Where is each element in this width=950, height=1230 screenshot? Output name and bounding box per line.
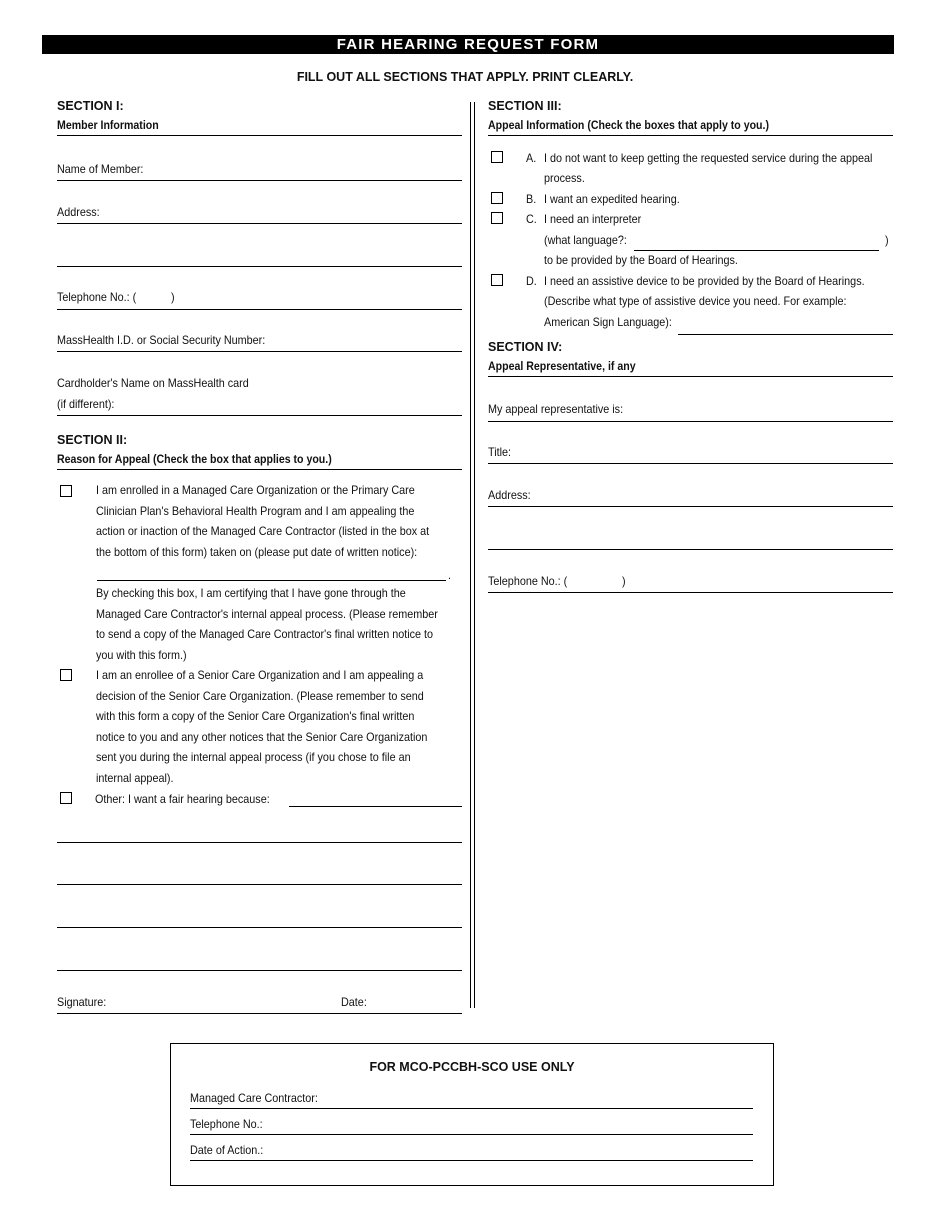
section3-subheading: Appeal Information (Check the boxes that apply to you.) bbox=[488, 120, 769, 132]
written-notice-date-field[interactable] bbox=[97, 580, 446, 581]
section2-rule bbox=[57, 469, 462, 470]
written-notice-period: . bbox=[448, 568, 452, 582]
mco-appeal-line: the bottom of this form) taken on (please put date of written notice): bbox=[96, 544, 418, 559]
no-continued-service-checkbox[interactable] bbox=[491, 151, 503, 163]
option-d-line3: American Sign Language): bbox=[544, 315, 672, 329]
section4-heading: SECTION IV: bbox=[488, 340, 563, 354]
mco-certification-line: By checking this box, I am certifying that I have gone through the bbox=[96, 586, 406, 600]
mco-appeal-line: I am enrolled in a Managed Care Organization or the Primary Care bbox=[96, 483, 415, 497]
sco-appeal-text bbox=[96, 665, 427, 789]
mco-appeal-checkbox[interactable] bbox=[60, 485, 72, 497]
office-telephone-field[interactable] bbox=[190, 1134, 753, 1135]
representative-title-field[interactable] bbox=[488, 463, 893, 464]
section3-rule bbox=[488, 135, 893, 136]
representative-address-field-1[interactable] bbox=[488, 506, 893, 507]
mco-certification-line: Managed Care Contractor's internal appeal process. (Please remember bbox=[96, 606, 438, 621]
sco-appeal-line: decision of the Senior Care Organization. (Please remember to send bbox=[96, 688, 424, 703]
date-label: Date: bbox=[341, 995, 367, 1009]
representative-telephone-label: Telephone No.: ( bbox=[488, 574, 568, 588]
option-b-letter: B. bbox=[526, 192, 537, 206]
member-address-field-1[interactable] bbox=[57, 223, 462, 224]
option-b-line1: I want an expedited hearing. bbox=[544, 192, 680, 206]
member-address-label: Address: bbox=[57, 205, 100, 219]
form-title: FAIR HEARING REQUEST FORM bbox=[42, 35, 894, 54]
assistive-device-checkbox[interactable] bbox=[491, 274, 503, 286]
other-reason-label: Other: I want a fair hearing because: bbox=[95, 792, 270, 806]
representative-label: My appeal representative is: bbox=[488, 402, 624, 416]
section3-heading: SECTION III: bbox=[488, 99, 562, 113]
sco-appeal-line: I am an enrollee of a Senior Care Organization and I am appealing a bbox=[96, 668, 424, 682]
representative-field[interactable] bbox=[488, 421, 893, 422]
option-d-line2: (Describe what type of assistive device you need. For example: bbox=[544, 294, 847, 308]
option-c-line2-close: ) bbox=[885, 233, 889, 247]
member-name-label: Name of Member: bbox=[57, 162, 144, 176]
option-c-line2: (what language?: bbox=[544, 233, 627, 247]
section1-subheading: Member Information bbox=[57, 120, 159, 132]
member-telephone-label: Telephone No.: ( bbox=[57, 290, 137, 304]
section1-rule bbox=[57, 135, 462, 136]
other-reason-field-5[interactable] bbox=[57, 970, 462, 971]
mco-appeal-text bbox=[96, 480, 429, 562]
member-telephone-field[interactable] bbox=[57, 309, 462, 310]
section2-heading: SECTION II: bbox=[57, 433, 128, 447]
option-a-line2: process. bbox=[544, 171, 585, 185]
sco-appeal-checkbox[interactable] bbox=[60, 669, 72, 681]
member-telephone-close: ) bbox=[171, 290, 175, 304]
representative-telephone-field[interactable] bbox=[488, 592, 893, 593]
option-a-letter: A. bbox=[526, 151, 537, 165]
expedited-hearing-checkbox[interactable] bbox=[491, 192, 503, 204]
other-reason-field-3[interactable] bbox=[57, 884, 462, 885]
option-d-line1: I need an assistive device to be provided by the Board of Hearings. bbox=[544, 274, 865, 288]
other-reason-field-2[interactable] bbox=[57, 842, 462, 843]
cardholder-label-line2: (if different): bbox=[57, 397, 115, 411]
mco-certification-text bbox=[96, 583, 438, 665]
representative-telephone-close: ) bbox=[622, 574, 626, 588]
section4-rule bbox=[488, 376, 893, 377]
signature-date-field[interactable] bbox=[57, 1013, 462, 1014]
option-c-letter: C. bbox=[526, 212, 537, 226]
contractor-field[interactable] bbox=[190, 1108, 753, 1109]
interpreter-checkbox[interactable] bbox=[491, 212, 503, 224]
sco-appeal-line: notice to you and any other notices that the Senior Care Organization bbox=[96, 729, 428, 744]
member-id-field[interactable] bbox=[57, 351, 462, 352]
member-address-field-2[interactable] bbox=[57, 266, 462, 267]
mco-certification-line: you with this form.) bbox=[96, 647, 187, 662]
option-d-letter: D. bbox=[526, 274, 537, 288]
option-a-line1: I do not want to keep getting the requested service during the appeal bbox=[544, 151, 873, 165]
date-of-action-field[interactable] bbox=[190, 1160, 753, 1161]
date-of-action-label: Date of Action.: bbox=[190, 1143, 264, 1157]
section1-heading: SECTION I: bbox=[57, 99, 124, 113]
column-divider-left bbox=[470, 102, 471, 1008]
section4-subheading: Appeal Representative, if any bbox=[488, 361, 636, 373]
form-instructions: FILL OUT ALL SECTIONS THAT APPLY. PRINT CLEARLY. bbox=[296, 70, 634, 84]
representative-address-field-2[interactable] bbox=[488, 549, 893, 550]
sco-appeal-line: sent you during the internal appeal process (if you chose to file an bbox=[96, 750, 411, 765]
office-telephone-label: Telephone No.: bbox=[190, 1117, 263, 1131]
sco-appeal-line: with this form a copy of the Senior Care Organization's final written bbox=[96, 709, 415, 724]
other-reason-checkbox[interactable] bbox=[60, 792, 72, 804]
other-reason-field-1[interactable] bbox=[289, 806, 462, 807]
member-id-label: MassHealth I.D. or Social Security Number: bbox=[57, 333, 266, 347]
cardholder-label-line1: Cardholder's Name on MassHealth card bbox=[57, 376, 249, 390]
section2-subheading: Reason for Appeal (Check the box that applies to you.) bbox=[57, 454, 332, 466]
representative-address-label: Address: bbox=[488, 488, 531, 502]
mco-appeal-line: Clinician Plan's Behavioral Health Program and I am appealing the bbox=[96, 503, 415, 518]
sco-appeal-line: internal appeal). bbox=[96, 770, 174, 785]
column-divider-right bbox=[474, 102, 475, 1008]
assistive-device-field[interactable] bbox=[678, 334, 893, 335]
office-use-title: FOR MCO-PCCBH-SCO USE ONLY bbox=[369, 1060, 575, 1074]
mco-certification-line: to send a copy of the Managed Care Contractor's final written notice to bbox=[96, 627, 434, 642]
interpreter-language-field[interactable] bbox=[634, 250, 879, 251]
cardholder-field[interactable] bbox=[57, 415, 462, 416]
other-reason-field-4[interactable] bbox=[57, 927, 462, 928]
option-c-line3: to be provided by the Board of Hearings. bbox=[544, 253, 738, 267]
representative-title-label: Title: bbox=[488, 445, 512, 459]
member-name-field[interactable] bbox=[57, 180, 462, 181]
option-c-line1: I need an interpreter bbox=[544, 212, 642, 226]
mco-appeal-line: action or inaction of the Managed Care Contractor (listed in the box at bbox=[96, 524, 430, 539]
contractor-label: Managed Care Contractor: bbox=[190, 1091, 318, 1105]
signature-label: Signature: bbox=[57, 995, 107, 1009]
